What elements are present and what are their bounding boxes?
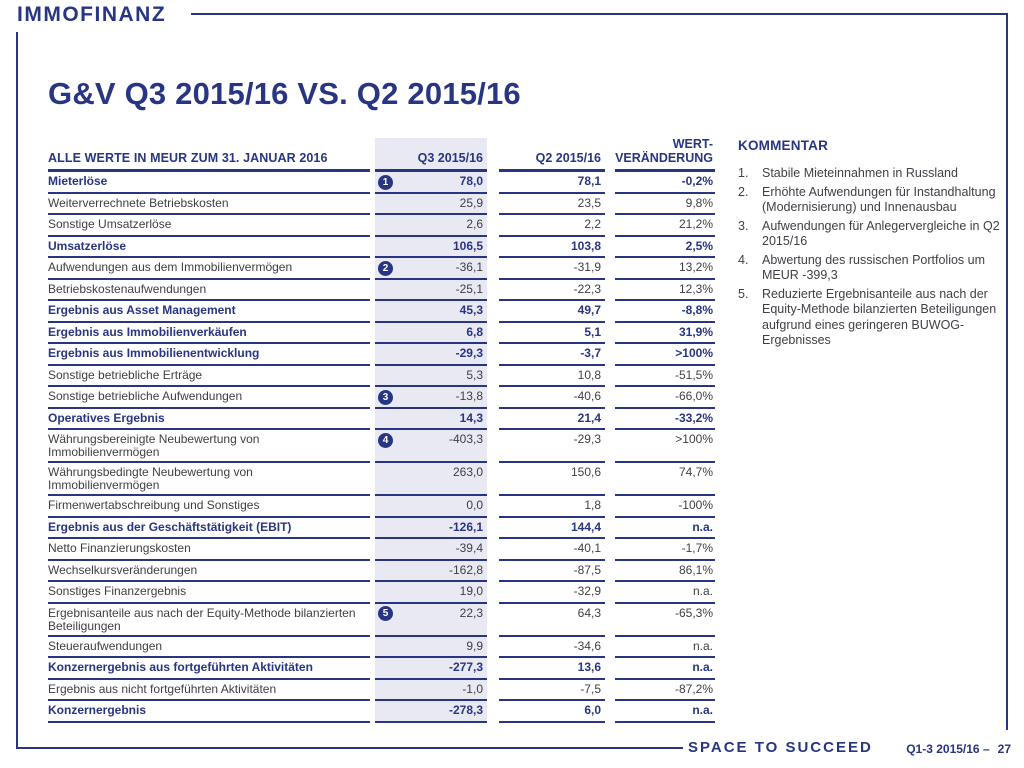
row-q3-value: 45,3 (459, 303, 483, 317)
row-change-value: -66,0% (615, 387, 715, 409)
row-q3-value: 263,0 (452, 465, 483, 479)
row-q2-value: 10,8 (499, 366, 605, 388)
row-label: Weiterverrechnete Betriebskosten (48, 194, 370, 216)
footer-page-number: 27 (997, 742, 1011, 756)
row-change-value: n.a. (615, 582, 715, 604)
row-q3-value-cell (375, 561, 487, 583)
table-row (48, 301, 715, 323)
row-q3-value-cell (375, 323, 487, 345)
table-row (48, 172, 715, 194)
annotation-badge: 2 (378, 261, 393, 276)
row-q3-value: 106,5 (452, 238, 483, 253)
row-q3-value: -162,8 (448, 562, 483, 577)
comment-panel (738, 138, 1008, 352)
row-label: Netto Finanzierungskosten (48, 539, 370, 561)
footer-page-info (906, 742, 1011, 756)
table-row (48, 323, 715, 345)
table-row (48, 387, 715, 409)
row-change-value: -100% (615, 496, 715, 518)
frame-line-left (16, 32, 18, 749)
comment-number: 5. (738, 286, 749, 301)
row-q2-value: -34,6 (499, 637, 605, 659)
row-q3-value-cell (375, 258, 487, 280)
row-q3-value: -39,4 (455, 541, 483, 555)
row-q3-value: 0,0 (466, 498, 483, 512)
row-q2-value: -22,3 (499, 280, 605, 302)
row-q3-value: 78,0 (459, 174, 483, 188)
row-q3-value-cell (375, 194, 487, 216)
row-q2-value: 21,4 (499, 409, 605, 431)
row-q3-value-cell (375, 344, 487, 366)
row-q3-value: -13,8 (455, 389, 483, 403)
page-title (48, 76, 521, 112)
table-row (48, 237, 715, 259)
row-q3-value: 9,9 (466, 638, 483, 653)
row-q3-value: 5,3 (466, 367, 483, 382)
annotation-badge: 5 (378, 606, 393, 621)
row-q3-value: 25,9 (459, 195, 483, 210)
row-q2-value: 23,5 (499, 194, 605, 216)
row-q3-value-cell (375, 658, 487, 680)
row-change-value: -0,2% (615, 172, 715, 194)
row-label: Ergebnis aus der Geschäftstätigkeit (EBIT) (48, 518, 370, 540)
row-q3-value-cell (375, 237, 487, 259)
row-label: Ergebnis aus nicht fortgeführten Aktivitäten (48, 680, 370, 702)
row-q2-value: 49,7 (499, 301, 605, 323)
row-q3-value: 14,3 (459, 410, 483, 425)
table-row (48, 496, 715, 518)
row-change-value: 86,1% (615, 561, 715, 583)
comment-item (738, 253, 1008, 284)
row-q2-value: 78,1 (499, 172, 605, 194)
annotation-badge: 1 (378, 175, 393, 190)
table-row (48, 637, 715, 659)
row-q3-value-cell (375, 701, 487, 723)
row-q3-value-cell (375, 172, 487, 194)
comment-text: Stabile Mieteinnahmen in Russland (762, 166, 958, 180)
row-change-value: n.a. (615, 701, 715, 723)
table-row (48, 194, 715, 216)
row-q3-value: 2,6 (466, 217, 483, 231)
row-label: Ergebnisanteile aus nach der Equity-Methode bilanzierten Beteiligungen (48, 604, 370, 637)
table-row (48, 258, 715, 280)
comment-item (738, 219, 1008, 250)
row-change-value: -33,2% (615, 409, 715, 431)
table-body (48, 172, 715, 723)
row-q2-value: 5,1 (499, 323, 605, 345)
row-q2-value: -40,6 (499, 387, 605, 409)
table-row (48, 561, 715, 583)
row-q2-value: 13,6 (499, 658, 605, 680)
row-q3-value: -36,1 (455, 260, 483, 274)
row-q3-value-cell (375, 539, 487, 561)
row-change-value: 31,9% (615, 323, 715, 345)
annotation-badge: 4 (378, 433, 393, 448)
row-label: Wechselkursveränderungen (48, 561, 370, 583)
table-header-label: ALLE WERTE IN MEUR ZUM 31. JANUAR 2016 (48, 138, 370, 172)
row-label: Sonstiges Finanzergebnis (48, 582, 370, 604)
table-header-row (48, 138, 715, 172)
table-row (48, 518, 715, 540)
table-row (48, 409, 715, 431)
footer-report-label: Q1-3 2015/16 (906, 742, 980, 756)
annotation-badge: 3 (378, 390, 393, 405)
row-change-value: n.a. (615, 658, 715, 680)
row-q2-value: -29,3 (499, 430, 605, 463)
row-label: Sonstige betriebliche Erträge (48, 366, 370, 388)
row-q3-value: 22,3 (459, 605, 483, 620)
row-q2-value: 64,3 (499, 604, 605, 637)
table-header-q3-text: Q3 2015/16 (417, 151, 483, 165)
row-q3-value-cell (375, 387, 487, 409)
row-q2-value: 2,2 (499, 215, 605, 237)
row-change-value: -87,2% (615, 680, 715, 702)
row-q2-value: 150,6 (499, 463, 605, 496)
row-label: Sonstige betriebliche Aufwendungen (48, 387, 370, 409)
row-label: Firmenwertabschreibung und Sonstiges (48, 496, 370, 518)
table-header-change-line2: VERÄNDERUNG (615, 151, 713, 165)
row-q3-value: 19,0 (459, 584, 483, 598)
footer-dash: – (982, 742, 990, 756)
row-q2-value: 1,8 (499, 496, 605, 518)
row-q2-value: -40,1 (499, 539, 605, 561)
row-q3-value: -126,1 (448, 519, 483, 534)
frame-line-bottom (16, 747, 683, 749)
row-q3-value: -25,1 (455, 281, 483, 296)
row-label: Operatives Ergebnis (48, 409, 370, 431)
row-label: Ergebnis aus Immobilienverkäufen (48, 323, 370, 345)
table-row (48, 280, 715, 302)
row-label: Umsatzerlöse (48, 237, 370, 259)
table-row (48, 582, 715, 604)
row-q2-value: -87,5 (499, 561, 605, 583)
row-q2-value: -31,9 (499, 258, 605, 280)
frame-line-right (1006, 13, 1008, 730)
pl-table (48, 138, 715, 723)
row-q2-value: -7,5 (499, 680, 605, 702)
comment-number: 1. (738, 166, 749, 180)
footer-tagline: SPACE TO SUCCEED (688, 739, 873, 756)
table-row (48, 604, 715, 637)
row-q3-value-cell (375, 637, 487, 659)
comment-text: Aufwendungen für Anlegervergleiche in Q2 2015/16 (762, 218, 1000, 248)
row-label: Steueraufwendungen (48, 637, 370, 659)
brand-logo: IMMOFINANZ (17, 3, 167, 26)
row-q3-value-cell (375, 215, 487, 237)
row-change-value: -8,8% (615, 301, 715, 323)
row-change-value: 12,3% (615, 280, 715, 302)
comment-number: 2. (738, 184, 749, 199)
page-title-rest: Q3 2015/16 VS. Q2 2015/16 (115, 76, 521, 111)
row-change-value: 2,5% (615, 237, 715, 259)
table-header-change (615, 138, 715, 172)
table-header-q2-text: Q2 2015/16 (535, 151, 601, 165)
row-change-value: >100% (615, 430, 715, 463)
row-label: Währungsbereinigte Neubewertung von Immobilienvermögen (48, 430, 370, 463)
row-q3-value-cell (375, 430, 487, 463)
comment-number: 3. (738, 218, 749, 233)
table-row (48, 430, 715, 463)
table-row (48, 701, 715, 723)
row-q3-value: -278,3 (448, 703, 483, 717)
comment-item (738, 287, 1008, 349)
row-label: Konzernergebnis (48, 701, 370, 723)
comment-text: Reduzierte Ergebnisanteile aus nach der Equity-Methode bilanzierten Beteiligungen aufgrund eines geringeren BUWOG-Ergebnisses (762, 286, 997, 347)
row-label: Betriebskostenaufwendungen (48, 280, 370, 302)
comment-list (738, 166, 1008, 349)
row-q3-value-cell (375, 604, 487, 637)
row-q3-value-cell (375, 463, 487, 496)
table-header-change-line1: WERT- (672, 137, 713, 151)
row-change-value: 13,2% (615, 258, 715, 280)
row-change-value: 21,2% (615, 215, 715, 237)
table-row (48, 539, 715, 561)
table-row (48, 680, 715, 702)
row-q2-value: -32,9 (499, 582, 605, 604)
row-q3-value: -403,3 (448, 432, 483, 446)
row-change-value: n.a. (615, 637, 715, 659)
row-q3-value: -1,0 (462, 681, 483, 696)
row-q3-value: -29,3 (455, 346, 483, 360)
row-q3-value-cell (375, 496, 487, 518)
comment-text: Abwertung des russischen Portfolios um MEUR -399,3 (762, 252, 986, 282)
row-label: Währungsbedingte Neubewertung von Immobilienvermögen (48, 463, 370, 496)
row-label: Sonstige Umsatzerlöse (48, 215, 370, 237)
row-q2-value: 103,8 (499, 237, 605, 259)
row-change-value: >100% (615, 344, 715, 366)
row-q3-value: 6,8 (466, 324, 483, 339)
table-header-q3 (375, 138, 487, 172)
row-q3-value-cell (375, 680, 487, 702)
row-change-value: -65,3% (615, 604, 715, 637)
row-label: Konzernergebnis aus fortgeführten Aktivitäten (48, 658, 370, 680)
row-q3-value: -277,3 (448, 660, 483, 674)
row-change-value: n.a. (615, 518, 715, 540)
row-q3-value-cell (375, 301, 487, 323)
table-header-q2 (499, 138, 605, 172)
row-q3-value-cell (375, 366, 487, 388)
row-label: Ergebnis aus Immobilienentwicklung (48, 344, 370, 366)
table-row (48, 344, 715, 366)
row-q2-value: 6,0 (499, 701, 605, 723)
comment-item (738, 185, 1008, 216)
frame-line-top (191, 13, 1008, 15)
row-change-value: 9,8% (615, 194, 715, 216)
row-change-value: 74,7% (615, 463, 715, 496)
row-label: Aufwendungen aus dem Immobilienvermögen (48, 258, 370, 280)
comment-number: 4. (738, 252, 749, 267)
row-q3-value-cell (375, 409, 487, 431)
comment-heading: KOMMENTAR (738, 138, 829, 153)
row-change-value: -51,5% (615, 366, 715, 388)
row-q3-value-cell (375, 518, 487, 540)
row-q2-value: 144,4 (499, 518, 605, 540)
comment-item (738, 166, 1008, 182)
comment-text: Erhöhte Aufwendungen für Instandhaltung (Modernisierung) und Innenausbau (762, 184, 996, 214)
table-row (48, 366, 715, 388)
table-row (48, 463, 715, 496)
table-row (48, 658, 715, 680)
row-label: Ergebnis aus Asset Management (48, 301, 370, 323)
page-title-prefix: G&V (48, 76, 116, 111)
row-label: Mieterlöse (48, 172, 370, 194)
row-change-value: -1,7% (615, 539, 715, 561)
row-q2-value: -3,7 (499, 344, 605, 366)
row-q3-value-cell (375, 582, 487, 604)
table-row (48, 215, 715, 237)
row-q3-value-cell (375, 280, 487, 302)
